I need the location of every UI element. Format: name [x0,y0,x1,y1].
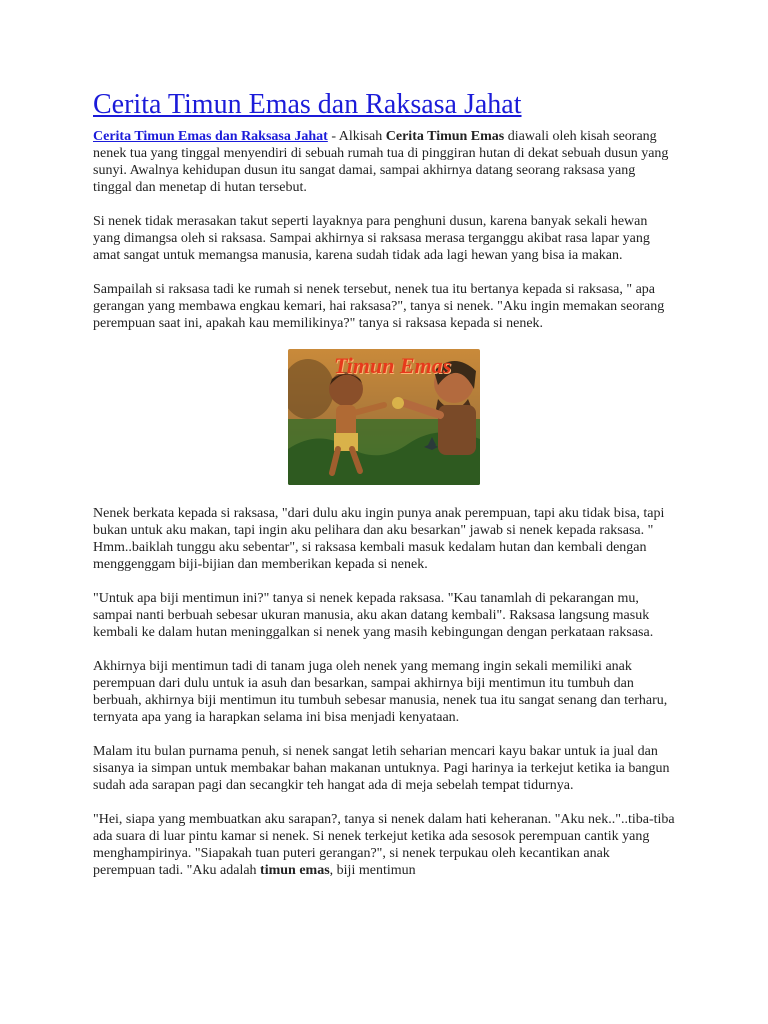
p1-text-a: - Alkisah [327,129,386,144]
p8-text-a: "Hei, siapa yang membuatkan aku sarapan?, tanya si nenek dalam hati keheranan. "Aku nek.."..tiba-tiba ada suara di luar pintu kamar si nenek. Si nenek terkejut ketika ada sesosok perempuan cantik yang menghampirinya. "Siapakah tuan puteri gerangan?", si nenek terpukau oleh kecantikan anak perempuan tadi. "Aku adalah [93,812,675,878]
article-title[interactable]: Cerita Timun Emas dan Raksasa Jahat [93,89,522,120]
paragraph-5: "Untuk apa biji mentimun ini?" tanya si nenek kepada raksasa. "Kau tanamlah di pekarangan mu, sampai nanti berbuah sebesar ukuran manusia, aku akan datang kembali". Raksasa langsung masuk kembali ke dalam hutan meninggalkan si nenek yang masih kebingungan dengan perkataan raksasa. [93,591,654,640]
paragraph-1 [93,128,675,196]
story-illustration [288,349,480,485]
article [93,88,675,896]
paragraph-2: Si nenek tidak merasakan takut seperti layaknya para penghuni dusun, karena banyak sekali hewan yang dimangsa oleh si raksasa. Sampai akhirnya si raksasa merasa terganggu akibat rasa lapar yang amat sangat untuk memangsa manusia, karena sudah tidak ada lagi hewan yang bisa ia makan. [93,214,650,263]
paragraph-7: Malam itu bulan purnama penuh, si nenek sangat letih seharian mencari kayu bakar untuk ia jual dan sisanya ia simpan untuk membakar bahan makanan untuknya. Pagi harinya ia terkejut ketika ia bangun sudah ada sarapan pagi dan secangkir teh hangat ada di meja sebelah tempat tidurnya. [93,744,670,793]
paragraph-3: Sampailah si raksasa tadi ke rumah si nenek tersebut, nenek tua itu bertanya kepada si raksasa, " apa gerangan yang membawa engkau kemari, hai raksasa?", tanya si nenek. "Aku ingin memakan seorang perempuan saat ini, apakah kau memilikinya?" tanya si raksasa kepada si nenek. [93,282,665,331]
paragraph-6: Akhirnya biji mentimun tadi di tanam juga oleh nenek yang memang ingin sekali memiliki anak perempuan dari dulu untuk ia asuh dan besarkan, sampai akhirnya biji mentimun itu tumbuh dan berbuah, akhirnya biji mentimun itu tumbuh sebesar manusia, nenek tua itu sangat senang dan terharu, ternyata apa yang ia harapkan selama ini bisa menjadi kenyataan. [93,659,668,725]
p8-text-b: , biji mentimun [329,863,416,878]
p8-bold: timun emas [260,863,330,878]
paragraph-8 [93,811,675,879]
p1-bold: Cerita Timun Emas [385,129,505,144]
title-inline-link[interactable]: Cerita Timun Emas dan Raksasa Jahat [93,129,328,144]
p1-text-b: diawali oleh kisah seorang nenek tua yang tinggal menyendiri di sebuah rumah tua di pinggiran hutan di dekat sebuah dusun yang sunyi. Awalnya kehidupan dusun itu sangat damai, sampai akhirnya datang seorang raksasa yang tinggal dan menetap di hutan tersebut. [93,129,669,195]
illustration-caption: Timun Emas [334,353,452,378]
paragraph-4: Nenek berkata kepada si raksasa, "dari dulu aku ingin punya anak perempuan, tapi aku tidak bisa, tapi bukan untuk aku makan, tapi ingin aku pelihara dan aku besarkan" jawab si nenek kepada raksasa. " Hmm..baiklah tunggu aku sebentar", si raksasa kembali masuk kedalam hutan dan kembali dengan menggenggam biji-bijian dan memberikan kepada si nenek. [93,506,665,572]
